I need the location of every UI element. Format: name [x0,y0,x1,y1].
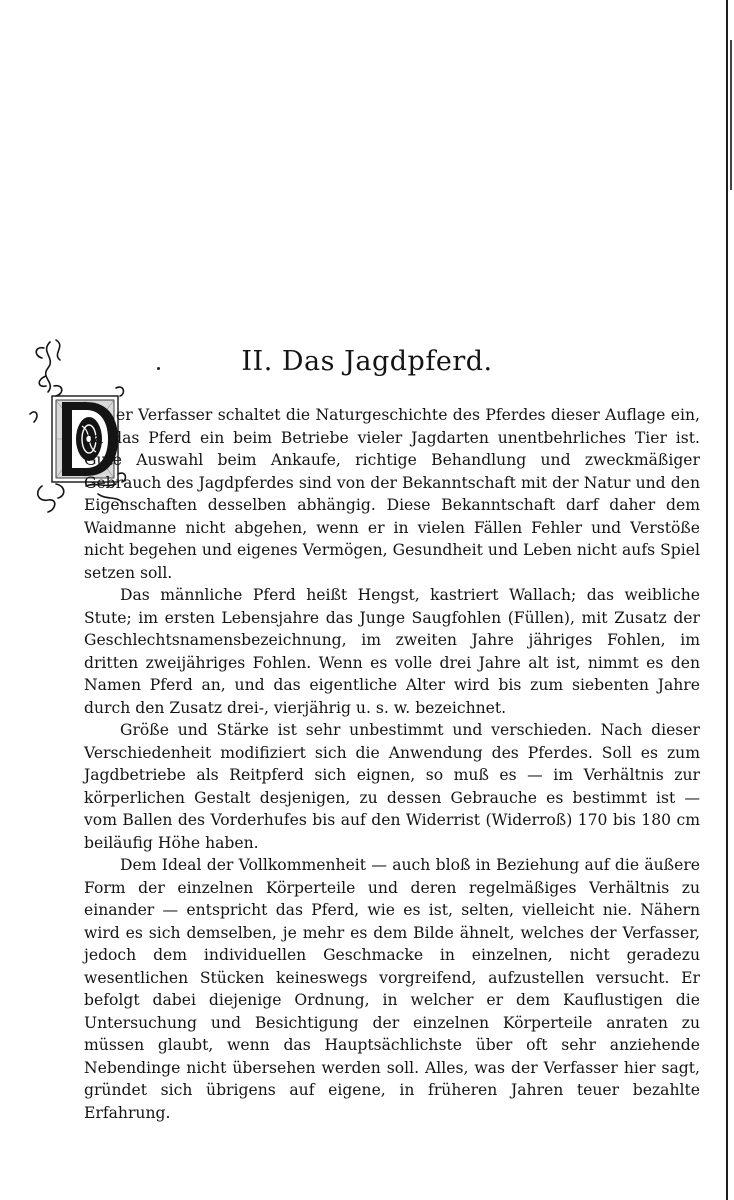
paragraph-intro-lead: er Verfasser schaltet die Naturgeschichte des Pferdes dieser Auflage ein, da das Pferd ein beim Betriebe vieler Jagdarten unentbehrliches Tier ist. Gute Auswahl beim Ankaufe, richtige Behandlung und zweckmäßiger Gebrauch des Jagdpferdes sind von der Bekanntschaft mit der Natur und den Eigenschaften desselben abhängig. [84,406,700,514]
body-text [84,404,700,1124]
paragraph-size: Größe und Stärke ist sehr unbestimmt und verschieden. Nach dieser Verschiedenheit modifiziert sich die Anwendung des Pferdes. Soll es zum Jagdbetriebe als Reitpferd sich eignen, so muß es — im Verhältnis zur körperlichen Gestalt desjenigen, zu dessen Gebrauche es bestimmt ist — vom Ballen des Vorderhufes bis auf den Widerrist (Widerroß) 170 bis 180 cm beiläufig Höhe haben. [84,721,700,852]
paragraph-ideal: Dem Ideal der Vollkommenheit — auch bloß in Beziehung auf die äußere Form der einzelnen Körperteile und deren regelmäßiges Verhältnis zu einander — entspricht das Pferd, wie es ist, selten, vielleicht nie. Nähern wird es sich demselben, je mehr es dem Bilde ähnelt, welches der Verfasser, jedoch dem individuellen Geschmacke in einzelnen, nicht geradezu wesentlichen Stücken keineswegs vorgreifend, aufzustellen versucht. Er befolgt dabei diejenige Ordnung, in welcher er dem Kauflustigen die Untersuchung und Besichtigung der einzelnen Körperteile anraten zu müssen glaubt, wenn das Hauptsächlichste über oft sehr anziehende Nebendinge nicht übersehen werden soll. Alles, was der Verfasser hier sagt, gründet sich übrigens auf eigene, in früheren Jahren teuer bezahlte Erfahrung. [84,856,700,1122]
paragraph-intro [84,404,700,584]
chapter-title: II. Das Jagdpferd. [241,346,493,377]
paragraph-terminology: Das männliche Pferd heißt Hengst, kastriert Wallach; das weibliche Stute; im ersten Lebensjahre das Junge Saugfohlen (Füllen), mit Zusatz der Geschlechtsnamensbezeichnung, im zweiten Jahre jähriges Fohlen, im dritten zweijähriges Fohlen. Wenn es volle drei Jahre alt ist, nimmt es den Namen Pferd an, und das eigentliche Alter wird bis zum siebenten Jahre durch den Zusatz drei-, vierjährig u. s. w. bezeichnet. [84,586,700,717]
page-edge-line [726,0,728,1200]
page-edge-speck [730,40,732,190]
paragraph-intro-rest: Diese Bekanntschaft darf daher dem Waidmanne nicht abgehen, wenn er in vielen Fällen Fehler und Verstöße nicht begehen und eigenes Vermögen, Gesundheit und Leben nicht aufs Spiel setzen soll. [84,496,700,582]
